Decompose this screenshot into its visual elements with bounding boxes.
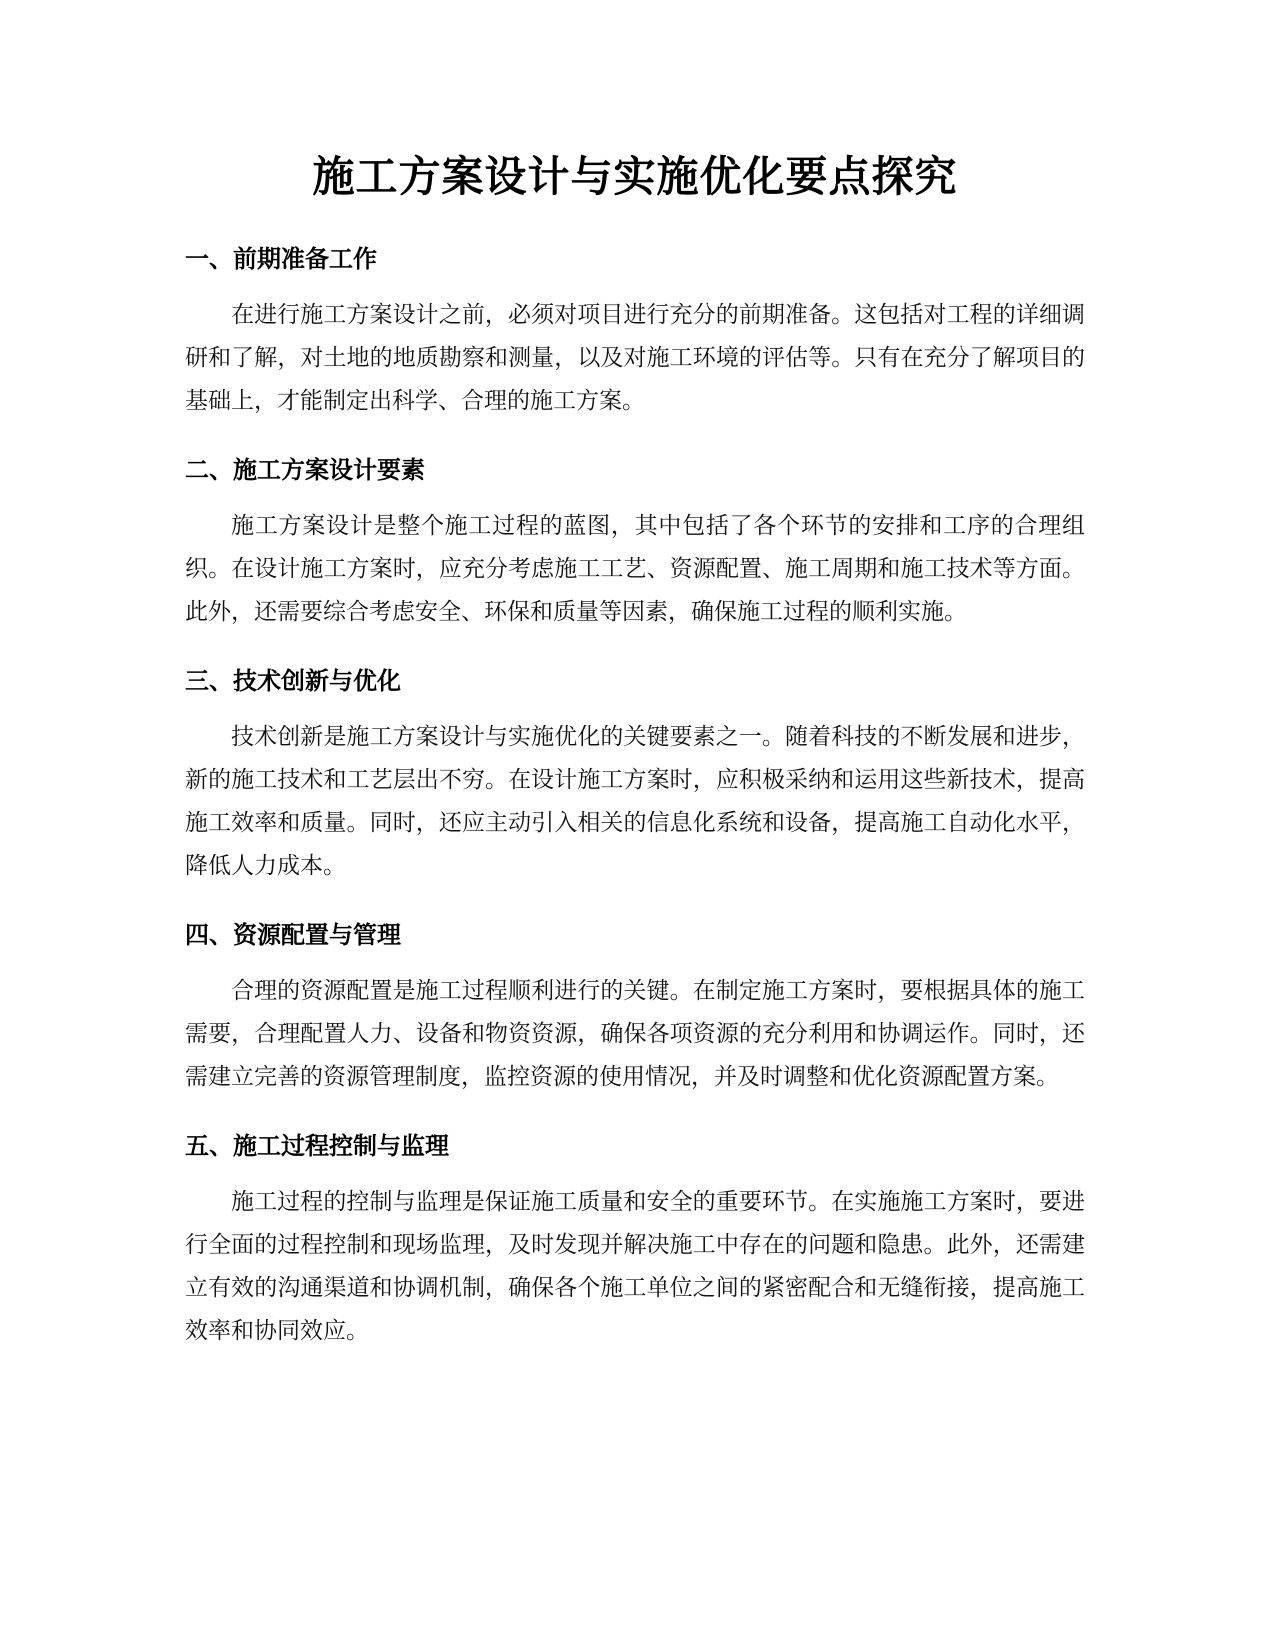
section-paragraph: 在进行施工方案设计之前，必须对项目进行充分的前期准备。这包括对工程的详细调研和了解，对土地的地质勘察和测量，以及对施工环境的评估等。只有在充分了解项目的基础上，才能制定出科学、合理的施工方案。 xyxy=(185,302,1085,414)
section-resource-management xyxy=(185,918,1085,1099)
section-paragraph: 技术创新是施工方案设计与实施优化的关键要素之一。随着科技的不断发展和进步，新的施工技术和工艺层出不穷。在设计施工方案时，应积极采纳和运用这些新技术，提高施工效率和质量。同时，还应主动引入相关的信息化系统和设备，提高施工自动化水平，降低人力成本。 xyxy=(185,724,1085,879)
section-heading: 二、施工方案设计要素 xyxy=(185,456,425,484)
section-process-control xyxy=(185,1129,1085,1353)
section-preparation xyxy=(185,242,1085,423)
section-technical-innovation xyxy=(185,664,1085,888)
section-heading: 五、施工过程控制与监理 xyxy=(185,1132,449,1160)
document-title: 施工方案设计与实施优化要点探究 xyxy=(312,152,958,201)
section-paragraph: 施工过程的控制与监理是保证施工质量和安全的重要环节。在实施施工方案时，要进行全面的过程控制和现场监理，及时发现并解决施工中存在的问题和隐患。此外，还需建立有效的沟通渠道和协调机制，确保各个施工单位之间的紧密配合和无缝衔接，提高施工效率和协同效应。 xyxy=(185,1189,1085,1344)
section-paragraph: 合理的资源配置是施工过程顺利进行的关键。在制定施工方案时，要根据具体的施工需要，合理配置人力、设备和物资资源，确保各项资源的充分利用和协调运作。同时，还需建立完善的资源管理制度，监控资源的使用情况，并及时调整和优化资源配置方案。 xyxy=(185,978,1085,1090)
section-heading: 一、前期准备工作 xyxy=(185,245,377,273)
section-heading: 三、技术创新与优化 xyxy=(185,667,401,695)
section-heading: 四、资源配置与管理 xyxy=(185,921,401,949)
section-paragraph: 施工方案设计是整个施工过程的蓝图，其中包括了各个环节的安排和工序的合理组织。在设计施工方案时，应充分考虑施工工艺、资源配置、施工周期和施工技术等方面。此外，还需要综合考虑安全、环保和质量等因素，确保施工过程的顺利实施。 xyxy=(185,513,1085,625)
section-design-elements xyxy=(185,453,1085,634)
document-content xyxy=(185,148,1085,1383)
